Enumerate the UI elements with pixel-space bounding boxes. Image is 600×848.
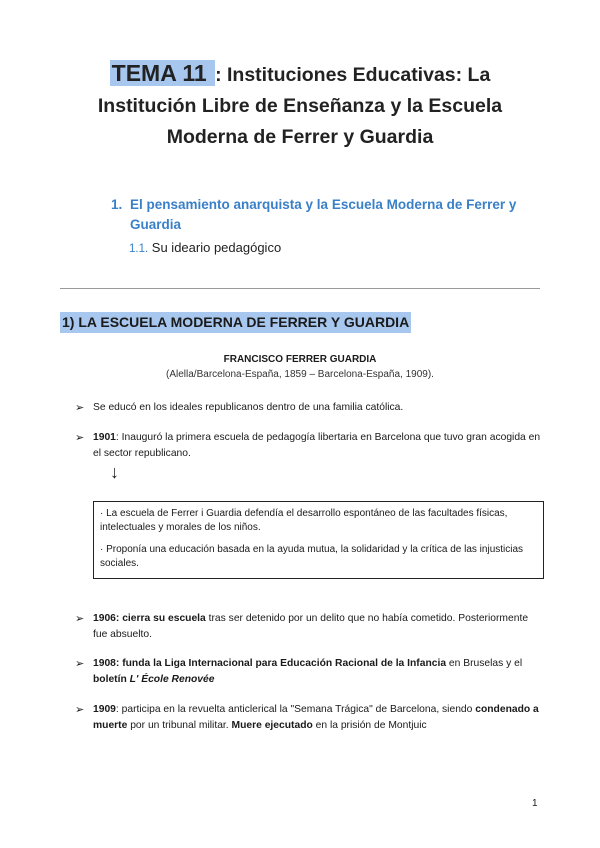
bullet-text-part-1: : participa en la revuelta anticlerical la "Semana Trágica" de Barcelona, siendo xyxy=(115,704,476,715)
bullet-item-4 xyxy=(75,656,545,688)
toc-item-1 xyxy=(111,195,551,235)
bullet-text-part-2: por un tribunal militar. xyxy=(127,720,232,731)
bullet-year: 1909 xyxy=(93,704,116,715)
person-name: FRANCISCO FERRER GUARDIA xyxy=(223,354,377,365)
bullet-year: 1901 xyxy=(93,432,116,443)
title-line-1-rest: : Instituciones Educativas: La xyxy=(215,64,491,86)
arrow-bullet-icon: ➢ xyxy=(75,432,85,444)
horizontal-divider xyxy=(60,288,540,289)
arrow-bullet-icon: ➢ xyxy=(75,704,85,716)
page-number: 1 xyxy=(532,798,538,809)
bullet-item-3 xyxy=(75,611,545,643)
bullet-text xyxy=(75,430,545,462)
info-box xyxy=(93,501,544,579)
arrow-bullet-icon: ➢ xyxy=(75,613,85,625)
toc-item-1-1-number: 1.1. xyxy=(129,243,149,255)
bullet-text xyxy=(75,702,545,734)
toc-item-1-text: El pensamiento anarquista y la Escuela Moderna de Ferrer y Guardia xyxy=(130,197,517,232)
title-line-1 xyxy=(40,58,560,91)
bullet-text: Se educó en los ideales republicanos dentro de una familia católica. xyxy=(93,402,404,413)
title-line-3: Moderna de Ferrer y Guardia xyxy=(166,126,434,148)
bulletin-title: L' École Renovée xyxy=(129,674,215,685)
arrow-bullet-icon: ➢ xyxy=(75,658,85,670)
bullet-bold: 1908: funda la Liga Internacional para Educación Racional de la Infancia xyxy=(93,658,447,669)
person-dates: (Alella/Barcelona-España, 1859 – Barcelona-España, 1909). xyxy=(166,369,434,380)
bullet-item-2 xyxy=(75,430,545,462)
arrow-bullet-icon: ➢ xyxy=(75,402,85,414)
bullet-text xyxy=(75,611,545,643)
toc-item-1-number: 1. xyxy=(111,197,123,212)
tema-label: TEMA 11 xyxy=(111,60,214,86)
info-box-paragraph-1: · La escuela de Ferrer i Guardia defendía el desarrollo espontáneo de las facultades físicas, intelectuales y morales de los niños. xyxy=(100,508,508,533)
bullet-text-rest: : Inauguró la primera escuela de pedagogía libertaria en Barcelona que tuvo gran acogida en el sector republicano. xyxy=(93,432,541,459)
bullet-text-rest: en Bruselas y el xyxy=(446,658,523,669)
down-arrow-icon: ↓ xyxy=(110,462,119,482)
bullet-bold-1: condenado a muerte xyxy=(93,704,539,731)
bullet-item-1 xyxy=(75,400,545,416)
toc-item-1-1 xyxy=(129,240,281,255)
bullet-text-rest: tras ser detenido por un delito que no había cometido. Posteriormente fue absuelto. xyxy=(93,613,529,640)
title-line-2: Institución Libre de Enseñanza y la Escuela xyxy=(97,95,503,117)
bullet-item-5 xyxy=(75,702,545,734)
toc-item-1-1-text: Su ideario pedagógico xyxy=(148,240,282,255)
bullet-bold-2: Muere ejecutado xyxy=(231,720,313,731)
bullet-text xyxy=(75,656,545,688)
bullet-text-part-3: en la prisión de Montjuic xyxy=(312,720,427,731)
bullet-bold-2: boletín xyxy=(93,674,130,685)
document-title xyxy=(40,58,560,153)
section-heading: 1) LA ESCUELA MODERNA DE FERRER Y GUARDIA xyxy=(60,312,411,333)
bullet-bold: 1906: cierra su escuela xyxy=(93,613,206,624)
info-box-paragraph-2: · Proponía una educación basada en la ayuda mutua, la solidaridad y la crítica de las injusticias sociales. xyxy=(100,544,524,569)
